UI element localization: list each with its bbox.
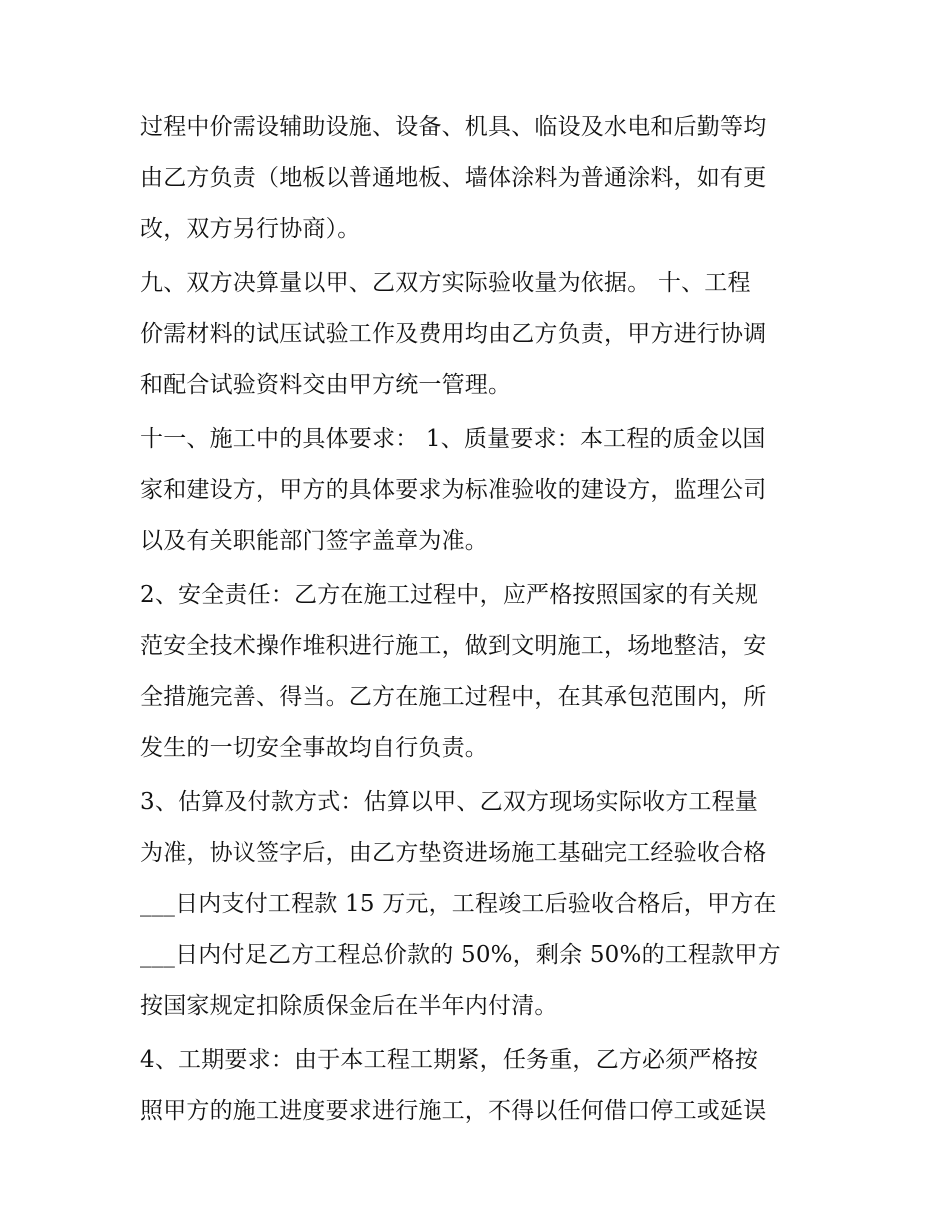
text-line: 为准，协议签字后，由乙方垫资进场施工基础完工经验收合格 bbox=[140, 840, 767, 866]
paragraph-payment bbox=[140, 777, 820, 1032]
paragraph-safety bbox=[140, 570, 820, 774]
text-line: 3、估算及付款方式：估算以甲、乙双方现场实际收方工程量 bbox=[140, 789, 759, 815]
text-line: 范安全技术操作堆积进行施工，做到文明施工，场地整洁，安 bbox=[140, 633, 767, 659]
text-line: 以及有关职能部门签字盖章为准。 bbox=[140, 528, 488, 554]
text-line: 4、工期要求：由于本工程工期紧，任务重，乙方必须严格按 bbox=[140, 1047, 759, 1073]
text-line: 按国家规定扣除质保金后在半年内付清。 bbox=[140, 993, 558, 1019]
text-line: 九、双方决算量以甲、乙双方实际验收量为依据。 十、工程 bbox=[140, 270, 751, 296]
text-line: 改，双方另行协商）。 bbox=[140, 216, 361, 242]
text-line: 价需材料的试压试验工作及费用均由乙方负责，甲方进行协调 bbox=[140, 321, 767, 347]
text-line: 由乙方负责（地板以普通地板、墙体涂料为普通涂料，如有更 bbox=[140, 165, 767, 191]
text-line: 2、安全责任：乙方在施工过程中，应严格按照国家的有关规 bbox=[140, 582, 759, 608]
paragraph-facilities bbox=[140, 102, 820, 255]
text-line: ___日内付足乙方工程总价款的 50%，剩余 50%的工程款甲方 bbox=[140, 942, 781, 968]
text-line: 十一、施工中的具体要求： 1、质量要求：本工程的质金以国 bbox=[140, 426, 766, 452]
text-line: 和配合试验资料交由甲方统一管理。 bbox=[140, 372, 512, 398]
paragraph-clause-11-quality bbox=[140, 414, 820, 567]
text-line: 发生的一切安全事故均自行负责。 bbox=[140, 735, 488, 761]
text-line: ___日内支付工程款 15 万元，工程竣工后验收合格后，甲方在 bbox=[140, 891, 777, 917]
paragraph-clause-9-10 bbox=[140, 258, 820, 411]
paragraph-schedule bbox=[140, 1035, 820, 1137]
text-line: 过程中价需设辅助设施、设备、机具、临设及水电和后勤等均 bbox=[140, 114, 767, 140]
document-body bbox=[140, 102, 820, 1140]
text-line: 家和建设方，甲方的具体要求为标准验收的建设方，监理公司 bbox=[140, 477, 767, 503]
text-line: 照甲方的施工进度要求进行施工，不得以任何借口停工或延误 bbox=[140, 1098, 767, 1124]
text-line: 全措施完善、得当。乙方在施工过程中，在其承包范围内，所 bbox=[140, 684, 767, 710]
